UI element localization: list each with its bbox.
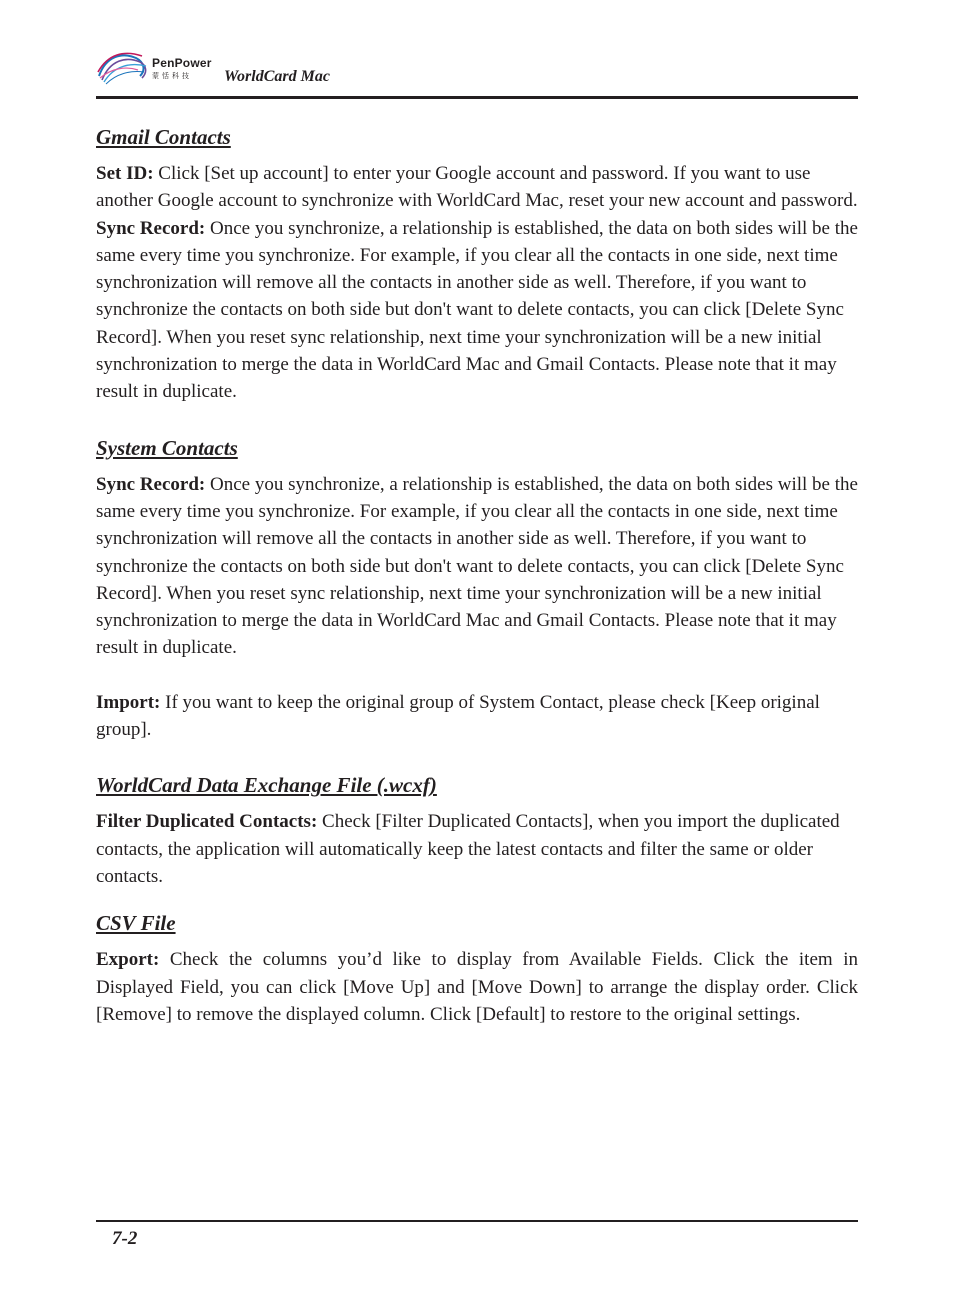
section-heading: Gmail Contacts bbox=[96, 125, 231, 149]
section-heading: System Contacts bbox=[96, 435, 238, 460]
section-heading: CSV File bbox=[96, 911, 176, 936]
paragraph-import bbox=[96, 689, 858, 744]
penpower-swirl-icon bbox=[96, 48, 152, 88]
section-csv-file bbox=[96, 908, 858, 1028]
page-content bbox=[96, 122, 858, 1028]
section-system-contacts bbox=[96, 433, 858, 744]
paragraph-text: Check the columns you’d like to display from Available Fields. Click the item in Displayed Field, you can click [Move Up] and [Move Down] to arrange the display order. Click [Remove] to remove the displayed column. Click [Default] to restore to the original settings. bbox=[96, 949, 858, 1025]
paragraph-label: Sync Record: bbox=[96, 217, 206, 239]
paragraph-label: Import: bbox=[96, 691, 161, 713]
paragraph-label: Set ID: bbox=[96, 163, 154, 184]
product-name: WorldCard Mac bbox=[224, 68, 330, 85]
section-gmail-contacts bbox=[96, 122, 858, 406]
logo-chinese-text: 蒙恬科技 bbox=[152, 72, 192, 80]
paragraph-set-id bbox=[96, 160, 858, 215]
paragraph-sync-record bbox=[96, 471, 858, 662]
paragraph-text: Check [Filter Duplicated Contacts], when you import the duplicated contacts, the application will automatically keep the latest contacts and filter the same or older contacts. bbox=[96, 811, 840, 887]
paragraph-label: Filter Duplicated Contacts: bbox=[96, 811, 318, 833]
paragraph-filter-duplicated bbox=[96, 808, 858, 890]
logo-brand-text: PenPower bbox=[152, 56, 212, 70]
paragraph-label: Sync Record: bbox=[96, 473, 206, 495]
paragraph-label: Export: bbox=[96, 949, 160, 971]
section-wcxf bbox=[96, 770, 858, 890]
paragraph-export bbox=[96, 946, 858, 1028]
paragraph-text: Once you synchronize, a relationship is established, the data on both sides will be the same every time you synchronize. For example, if you clear all the contacts in one side, next time synchronization will remove all the contacts in another side as well. Therefore, if you want to synchronize the contacts on both side but don't want to delete contacts, you can click [Delete Sync Record]. When you reset sync relationship, next time your synchronization will be a new initial synchronization to merge the data in WorldCard Mac and Gmail Contacts. Please note that it may result in duplicate. bbox=[96, 473, 858, 659]
paragraph-text: Click [Set up account] to enter your Google account and password. If you want to use another Google account to synchronize with WorldCard Mac, reset your new account and password. bbox=[96, 163, 858, 212]
page-footer bbox=[96, 1220, 858, 1249]
penpower-logo bbox=[96, 48, 216, 88]
paragraph-sync-record bbox=[96, 215, 858, 406]
page-header bbox=[96, 44, 858, 99]
paragraph-text: If you want to keep the original group of System Contact, please check [Keep original group]. bbox=[96, 691, 820, 741]
section-heading: WorldCard Data Exchange File (.wcxf) bbox=[96, 773, 437, 798]
paragraph-text: Once you synchronize, a relationship is established, the data on both sides will be the same every time you synchronize. For example, if you clear all the contacts in one side, next time synchronization will remove all the contacts in another side as well. Therefore, if you want to synchronize the contacts on both side but don't want to delete contacts, you can click [Delete Sync Record]. When you reset sync relationship, next time your synchronization will be a new initial synchronization to merge the data in WorldCard Mac and Gmail Contacts. Please note that it may result in duplicate. bbox=[96, 217, 858, 403]
page-number: 7-2 bbox=[112, 1228, 138, 1249]
